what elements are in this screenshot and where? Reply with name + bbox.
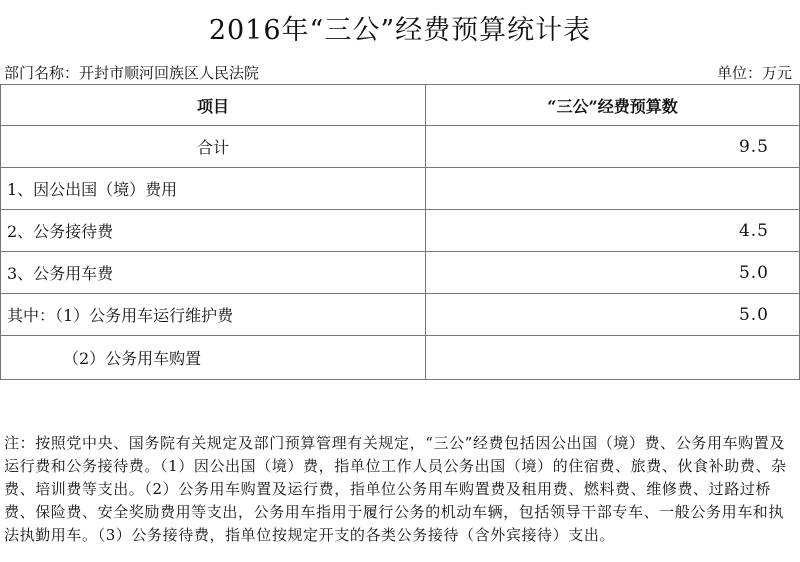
page-title: 2016年“三公”经费预算统计表 <box>208 15 592 46</box>
budget-table <box>0 84 800 380</box>
row-value <box>426 336 800 380</box>
table-row <box>1 336 800 380</box>
row-item: 合计 <box>1 126 426 168</box>
row-item: （2）公务用车购置 <box>1 336 426 380</box>
unit-label: 单位：万元 <box>716 64 792 82</box>
header-budget: “三公”经费预算数 <box>426 85 800 126</box>
row-item: 其中：（1）公务用车运行维护费 <box>1 294 426 336</box>
row-item: 2、公务接待费 <box>1 210 426 252</box>
department-label: 部门名称：开封市顺河回族区人民法院 <box>4 64 260 82</box>
row-value: 5.0 <box>426 252 800 294</box>
row-value: 4.5 <box>426 210 800 252</box>
header-item: 项目 <box>1 85 426 126</box>
row-item: 1、因公出国（境）费用 <box>1 168 426 210</box>
table-row <box>1 168 800 210</box>
table-row <box>1 252 800 294</box>
row-value: 9.5 <box>426 126 800 168</box>
footnote: 注：按照党中央、国务院有关规定及部门预算管理有关规定，“三公”经费包括因公出国（境）费、公务用车购置及运行费和公务接待费。（1）因公出国（境）费，指单位工作人员公务出国（境）的住宿费、旅费、伙食补助费、杂费、培训费等支出。（2）公务用车购置及运行费，指单位公务用车购置费及租用费、燃料费、维修费、过路过桥费、保险费、安全奖励费用等支出，公务用车指用于履行公务的机动车辆，包括领导干部专车、一般公务用车和执法执勤用车。（3）公务接待费，指单位按规定开支的各类公务接待（含外宾接待）支出。 <box>4 434 787 544</box>
row-item: 3、公务用车费 <box>1 252 426 294</box>
row-value: 5.0 <box>426 294 800 336</box>
table-row <box>1 294 800 336</box>
row-value <box>426 168 800 210</box>
table-row <box>1 210 800 252</box>
table-header-row <box>1 85 800 126</box>
table-row <box>1 126 800 168</box>
